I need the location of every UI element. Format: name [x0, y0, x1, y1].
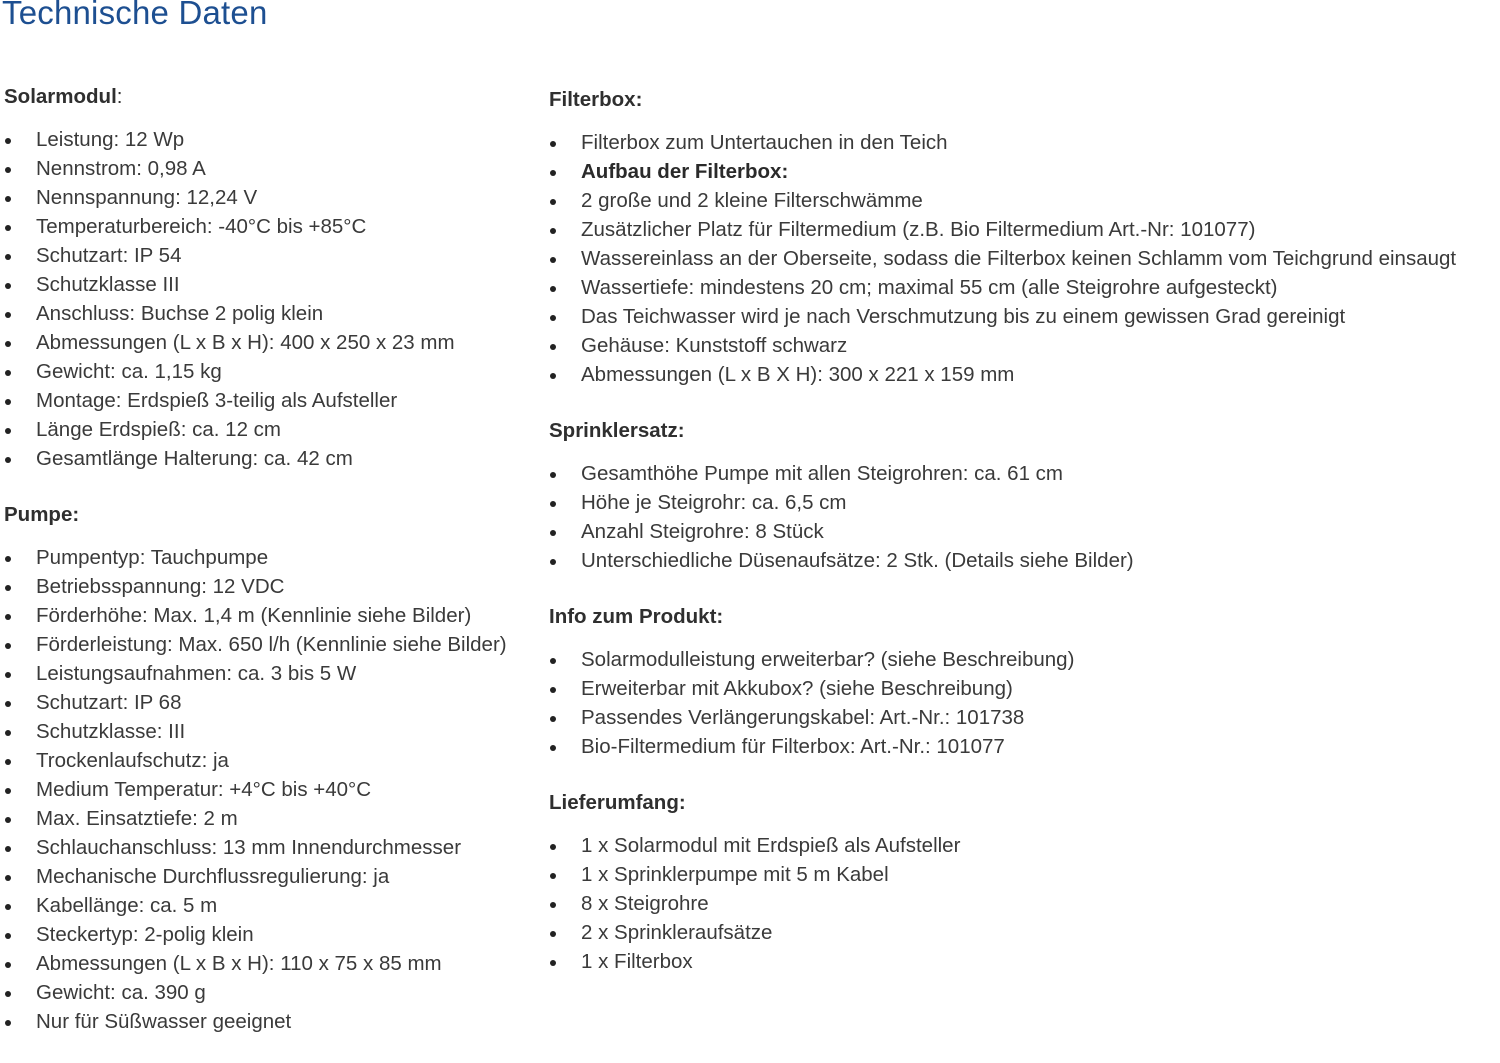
- list-item: Schutzart: IP 54: [4, 241, 539, 270]
- list-item: Betriebsspannung: 12 VDC: [4, 572, 539, 601]
- list-item: Gewicht: ca. 1,15 kg: [4, 357, 539, 386]
- section-heading: [4, 82, 539, 111]
- list-item: Förderhöhe: Max. 1,4 m (Kennlinie siehe Bilder): [4, 601, 539, 630]
- right-column: [549, 85, 1499, 1003]
- list-item: Abmessungen (L x B x H): 110 x 75 x 85 mm: [4, 949, 539, 978]
- list-item: Mechanische Durchflussregulierung: ja: [4, 862, 539, 891]
- list-item: Filterbox zum Untertauchen in den Teich: [549, 128, 1499, 157]
- list-item: 1 x Solarmodul mit Erdspieß als Aufsteller: [549, 831, 1499, 860]
- list-item: Nennspannung: 12,24 V: [4, 183, 539, 212]
- list-item: Schutzklasse III: [4, 270, 539, 299]
- list-item: Gewicht: ca. 390 g: [4, 978, 539, 1007]
- spec-list: [4, 543, 539, 1036]
- list-item: Gehäuse: Kunststoff schwarz: [549, 331, 1499, 360]
- list-item: Leistung: 12 Wp: [4, 125, 539, 154]
- section-heading: Filterbox:: [549, 88, 643, 111]
- section-heading: Pumpe:: [4, 503, 80, 526]
- list-item: Nennstrom: 0,98 A: [4, 154, 539, 183]
- list-item: 1 x Filterbox: [549, 947, 1499, 976]
- list-item: Abmessungen (L x B x H): 400 x 250 x 23 mm: [4, 328, 539, 357]
- section-heading: Info zum Produkt:: [549, 605, 724, 628]
- list-item: 2 große und 2 kleine Filterschwämme: [549, 186, 1499, 215]
- list-item: Höhe je Steigrohr: ca. 6,5 cm: [549, 488, 1499, 517]
- section-heading: Lieferumfang:: [549, 791, 686, 814]
- section-heading: Sprinklersatz:: [549, 419, 685, 442]
- list-item: Steckertyp: 2-polig klein: [4, 920, 539, 949]
- page-title: Technische Daten: [2, 0, 268, 31]
- list-item-subheading: Aufbau der Filterbox:: [549, 157, 1499, 186]
- section-filterbox: [549, 85, 1499, 389]
- list-item: Schutzart: IP 68: [4, 688, 539, 717]
- list-item: Bio-Filtermedium für Filterbox: Art.-Nr.: 101077: [549, 732, 1499, 761]
- list-item: Trockenlaufschutz: ja: [4, 746, 539, 775]
- list-item: 2 x Sprinkleraufsätze: [549, 918, 1499, 947]
- spec-list: [549, 128, 1499, 389]
- list-item: Solarmodulleistung erweiterbar? (siehe Beschreibung): [549, 645, 1499, 674]
- list-item: Medium Temperatur: +4°C bis +40°C: [4, 775, 539, 804]
- list-item: Leistungsaufnahmen: ca. 3 bis 5 W: [4, 659, 539, 688]
- list-item: Schlauchanschluss: 13 mm Innendurchmesser: [4, 833, 539, 862]
- list-item: Nur für Süßwasser geeignet: [4, 1007, 539, 1036]
- section-info-zum-produkt: [549, 602, 1499, 761]
- list-item: Max. Einsatztiefe: 2 m: [4, 804, 539, 833]
- left-column: [4, 82, 539, 1063]
- list-item: Anschluss: Buchse 2 polig klein: [4, 299, 539, 328]
- section-heading-text: Solarmodul: [4, 85, 117, 108]
- list-item: Passendes Verlängerungskabel: Art.-Nr.: 101738: [549, 703, 1499, 732]
- list-item: Anzahl Steigrohre: 8 Stück: [549, 517, 1499, 546]
- list-item: Montage: Erdspieß 3-teilig als Aufsteller: [4, 386, 539, 415]
- section-sprinklersatz: [549, 416, 1499, 575]
- list-item: Unterschiedliche Düsenaufsätze: 2 Stk. (Details siehe Bilder): [549, 546, 1499, 575]
- list-item: Länge Erdspieß: ca. 12 cm: [4, 415, 539, 444]
- list-item: Pumpentyp: Tauchpumpe: [4, 543, 539, 572]
- list-item: Gesamthöhe Pumpe mit allen Steigrohren: ca. 61 cm: [549, 459, 1499, 488]
- list-item: Temperaturbereich: -40°C bis +85°C: [4, 212, 539, 241]
- spec-list: [549, 831, 1499, 976]
- spec-list: [549, 645, 1499, 761]
- list-item: Abmessungen (L x B X H): 300 x 221 x 159 mm: [549, 360, 1499, 389]
- list-item: Gesamtlänge Halterung: ca. 42 cm: [4, 444, 539, 473]
- list-item: Förderleistung: Max. 650 l/h (Kennlinie siehe Bilder): [4, 630, 539, 659]
- list-item: Zusätzlicher Platz für Filtermedium (z.B. Bio Filtermedium Art.-Nr: 101077): [549, 215, 1499, 244]
- list-item: 8 x Steigrohre: [549, 889, 1499, 918]
- spec-list: [4, 125, 539, 473]
- spec-list: [549, 459, 1499, 575]
- section-lieferumfang: [549, 788, 1499, 976]
- section-solarmodul: [4, 82, 539, 473]
- section-heading-colon: :: [116, 85, 123, 108]
- list-item: 1 x Sprinklerpumpe mit 5 m Kabel: [549, 860, 1499, 889]
- list-item: Wassertiefe: mindestens 20 cm; maximal 55 cm (alle Steigrohre aufgesteckt): [549, 273, 1499, 302]
- list-item: Das Teichwasser wird je nach Verschmutzung bis zu einem gewissen Grad gereinigt: [549, 302, 1499, 331]
- list-item: Kabellänge: ca. 5 m: [4, 891, 539, 920]
- section-pumpe: [4, 500, 539, 1036]
- list-item: Schutzklasse: III: [4, 717, 539, 746]
- list-item: Wassereinlass an der Oberseite, sodass die Filterbox keinen Schlamm vom Teichgrund einsaugt: [549, 244, 1499, 273]
- list-item: Erweiterbar mit Akkubox? (siehe Beschreibung): [549, 674, 1499, 703]
